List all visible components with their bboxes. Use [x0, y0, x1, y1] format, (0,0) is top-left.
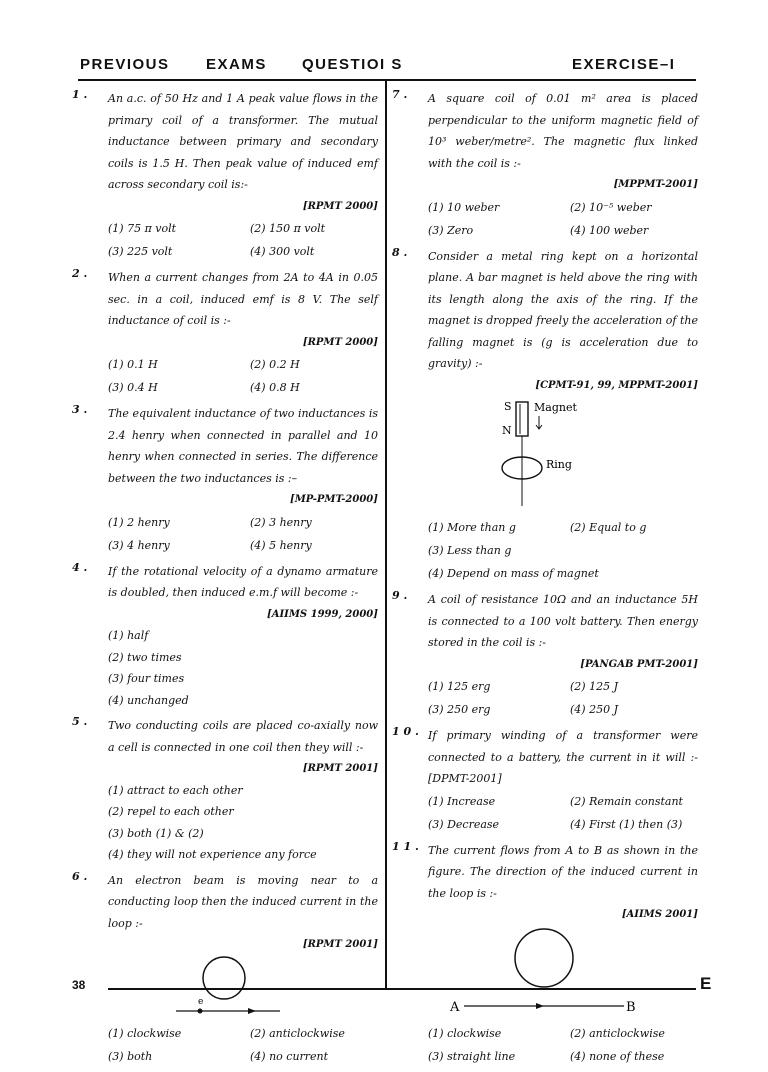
question-8: [392, 246, 698, 586]
question-text: An electron beam is moving near to a conducting loop then the induced current in the loop :-: [108, 873, 378, 930]
header-title-previous: PREVIOUS: [80, 56, 170, 73]
option-4[interactable]: (4) none of these: [570, 1049, 665, 1063]
page-header: [78, 56, 696, 78]
question-text: An a.c. of 50 Hz and 1 A peak value flows in the primary coil of a transformer. The mutual inductance between primary and secondary coils is 1.5 H. Then peak value of induced emf across secondary coil is:-: [108, 92, 378, 191]
question-number: 5 .: [72, 715, 88, 728]
option-1[interactable]: (1) 125 erg: [428, 680, 491, 693]
question-text: The current flows from A to B as shown in the figure. The direction of the induced current in the loop is :-: [428, 843, 698, 900]
option-2[interactable]: (2) 125 J: [570, 680, 618, 693]
option-1[interactable]: (1) 75 π volt: [108, 222, 177, 235]
option-4[interactable]: (4) 5 henry: [250, 538, 312, 552]
question-5: [72, 715, 378, 866]
question-text: A square coil of 0.01 m² area is placed perpendicular to the uniform magnetic field of 10³ weber/metre². The magnetic flux linked with the coil is :-: [428, 92, 698, 170]
option-3[interactable]: (3) four times: [108, 672, 185, 685]
magnet-label: Magnet: [534, 401, 577, 414]
question-text: If the rotational velocity of a dynamo armature is doubled, then induced e.m.f will become :-: [108, 564, 378, 599]
option-3[interactable]: (3) both: [108, 1049, 153, 1063]
question-10: [392, 725, 698, 836]
magnet-n-label: N: [502, 424, 512, 437]
conducting-loop: [203, 957, 245, 999]
options: [428, 675, 698, 721]
question-text: When a current changes from 2A to 4A in 0.05 sec. in a coil, induced emf is 8 V. The self inductance of coil is :-: [108, 271, 378, 327]
option-3[interactable]: (3) Zero: [428, 223, 474, 237]
option-4[interactable]: (4) 300 volt: [250, 245, 315, 258]
option-2[interactable]: (2) Equal to g: [570, 521, 647, 534]
option-4[interactable]: (4) Depend on mass of magnet: [428, 567, 599, 580]
option-3[interactable]: (3) Decrease: [428, 817, 500, 831]
options: [108, 217, 378, 263]
page-number: 38: [72, 978, 86, 992]
option-3[interactable]: (3) 0.4 H: [108, 381, 158, 394]
option-4[interactable]: (4) 0.8 H: [250, 381, 300, 394]
options: [428, 516, 698, 585]
question-7: [392, 88, 698, 242]
option-4[interactable]: (4) unchanged: [108, 693, 189, 707]
question-1: [72, 88, 378, 263]
option-4[interactable]: (4) they will not experience any force: [108, 848, 317, 861]
option-1[interactable]: (1) Increase: [428, 794, 496, 808]
option-3[interactable]: (3) 4 henry: [108, 538, 170, 552]
left-column: [72, 88, 378, 1072]
question-text: The equivalent inductance of two inductances is 2.4 henry when connected in parallel and 10 henry when connected in series. The difference between the two inductances is :–: [108, 407, 378, 485]
option-4[interactable]: (4) First (1) then (3): [570, 817, 683, 831]
question-source: [MPPMT-2001]: [613, 179, 698, 190]
option-1[interactable]: (1) half: [108, 629, 149, 642]
option-4[interactable]: (4) 250 J: [570, 703, 618, 716]
ring-label: Ring: [546, 458, 572, 471]
question-source: [AIIMS 2001]: [621, 909, 698, 920]
question-text: Consider a metal ring kept on a horizontal plane. A bar magnet is held above the ring with its length along the axis of the ring. If the magnet is dropped freely the acceleration of the falling magnet is (g is acceleration due to gravity) :-: [428, 249, 698, 370]
options: [428, 790, 698, 836]
question-9: [392, 589, 698, 721]
option-2[interactable]: (2) 10⁻⁵ weber: [570, 200, 652, 214]
question-3: [72, 403, 378, 557]
option-2[interactable]: (2) anticlockwise: [250, 1026, 345, 1040]
question-source: [CPMT-91, 99, MPPMT-2001]: [535, 379, 698, 391]
option-2[interactable]: (2) repel to each other: [108, 805, 234, 818]
options: [428, 1022, 698, 1068]
question-number: 9 .: [392, 589, 408, 602]
option-2[interactable]: (2) Remain constant: [570, 794, 683, 808]
options: [108, 511, 378, 557]
option-3[interactable]: (3) Less than g: [428, 544, 512, 557]
question-source: [RPMT 2000]: [302, 200, 378, 212]
option-1[interactable]: (1) 0.1 H: [108, 358, 158, 371]
footer-rule: [108, 988, 696, 990]
question-number: 2 .: [72, 267, 88, 280]
question-text: A coil of resistance 10Ω and an inductance 5H is connected to a 100 volt battery. Then energy stored in the coil is :-: [428, 593, 698, 649]
header-title-questions: QUESTIOI S: [302, 56, 403, 73]
current-loop-diagram: [428, 926, 698, 1022]
column-divider: [385, 80, 387, 990]
options: [108, 625, 378, 711]
option-1[interactable]: (1) clockwise: [428, 1026, 502, 1040]
magnet-ring-diagram: [428, 396, 698, 516]
question-text: Two conducting coils are placed co-axially now a cell is connected in one coil then they will :-: [108, 719, 378, 754]
header-rule: [78, 79, 696, 81]
option-1[interactable]: (1) clockwise: [108, 1026, 182, 1040]
header-exercise: EXERCISE–I: [572, 56, 676, 73]
question-number: 1 0 .: [392, 725, 419, 738]
option-1[interactable]: (1) attract to each other: [108, 783, 243, 797]
option-3[interactable]: (3) straight line: [428, 1049, 516, 1063]
option-3[interactable]: (3) both (1) & (2): [108, 826, 204, 840]
bar-magnet: [516, 402, 528, 436]
point-b-label: B: [626, 999, 636, 1015]
question-2: [72, 267, 378, 399]
question-source: [AIIMS 1999, 2000]: [267, 608, 378, 620]
question-6: [72, 870, 378, 1068]
option-3[interactable]: (3) 250 erg: [428, 703, 491, 716]
options: [108, 780, 378, 866]
question-source: [RPMT 2001]: [302, 763, 378, 774]
option-1[interactable]: (1) 2 henry: [108, 515, 170, 529]
conducting-loop: [515, 929, 573, 987]
question-11: [392, 840, 698, 1068]
options: [428, 196, 698, 242]
question-source: [PANGAB PMT-2001]: [580, 658, 698, 670]
header-title-exams: EXAMS: [206, 56, 267, 73]
option-1[interactable]: (1) 10 weber: [428, 200, 500, 214]
option-2[interactable]: (2) two times: [108, 650, 182, 664]
question-source: [RPMT 2000]: [302, 336, 378, 348]
question-source: [MP-PMT-2000]: [289, 494, 378, 505]
question-number: 8 .: [392, 245, 408, 259]
option-1[interactable]: (1) More than g: [428, 521, 516, 534]
point-a-label: A: [450, 999, 460, 1015]
beam-arrowhead: [248, 1008, 256, 1014]
question-text: If primary winding of a transformer were connected to a battery, the current in it will :- [DPMT-2001]: [428, 729, 698, 785]
options: [108, 353, 378, 399]
electron-dot: [198, 1008, 203, 1013]
option-3[interactable]: (3) 225 volt: [108, 245, 173, 258]
question-number: 4 .: [72, 560, 88, 574]
question-number: 7 .: [392, 88, 408, 101]
option-2[interactable]: (2) 3 henry: [250, 515, 312, 529]
footer-mark: E: [700, 974, 712, 993]
electron-label: e: [198, 996, 204, 1007]
right-column: [392, 88, 698, 1072]
option-4[interactable]: (4) 100 weber: [570, 223, 649, 237]
question-number: 1 1 .: [392, 839, 419, 853]
question-4: [72, 561, 378, 712]
option-4[interactable]: (4) no current: [250, 1049, 329, 1063]
current-arrowhead: [536, 1003, 544, 1009]
option-2[interactable]: (2) 150 π volt: [250, 222, 326, 235]
question-source: [RPMT 2001]: [302, 939, 378, 950]
option-2[interactable]: (2) 0.2 H: [250, 358, 300, 371]
question-number: 6 .: [72, 869, 88, 883]
question-number: 3 .: [72, 403, 88, 416]
option-2[interactable]: (2) anticlockwise: [570, 1026, 665, 1040]
options: [108, 1022, 378, 1068]
question-number: 1 .: [72, 88, 88, 101]
magnet-s-label: S: [504, 400, 512, 413]
